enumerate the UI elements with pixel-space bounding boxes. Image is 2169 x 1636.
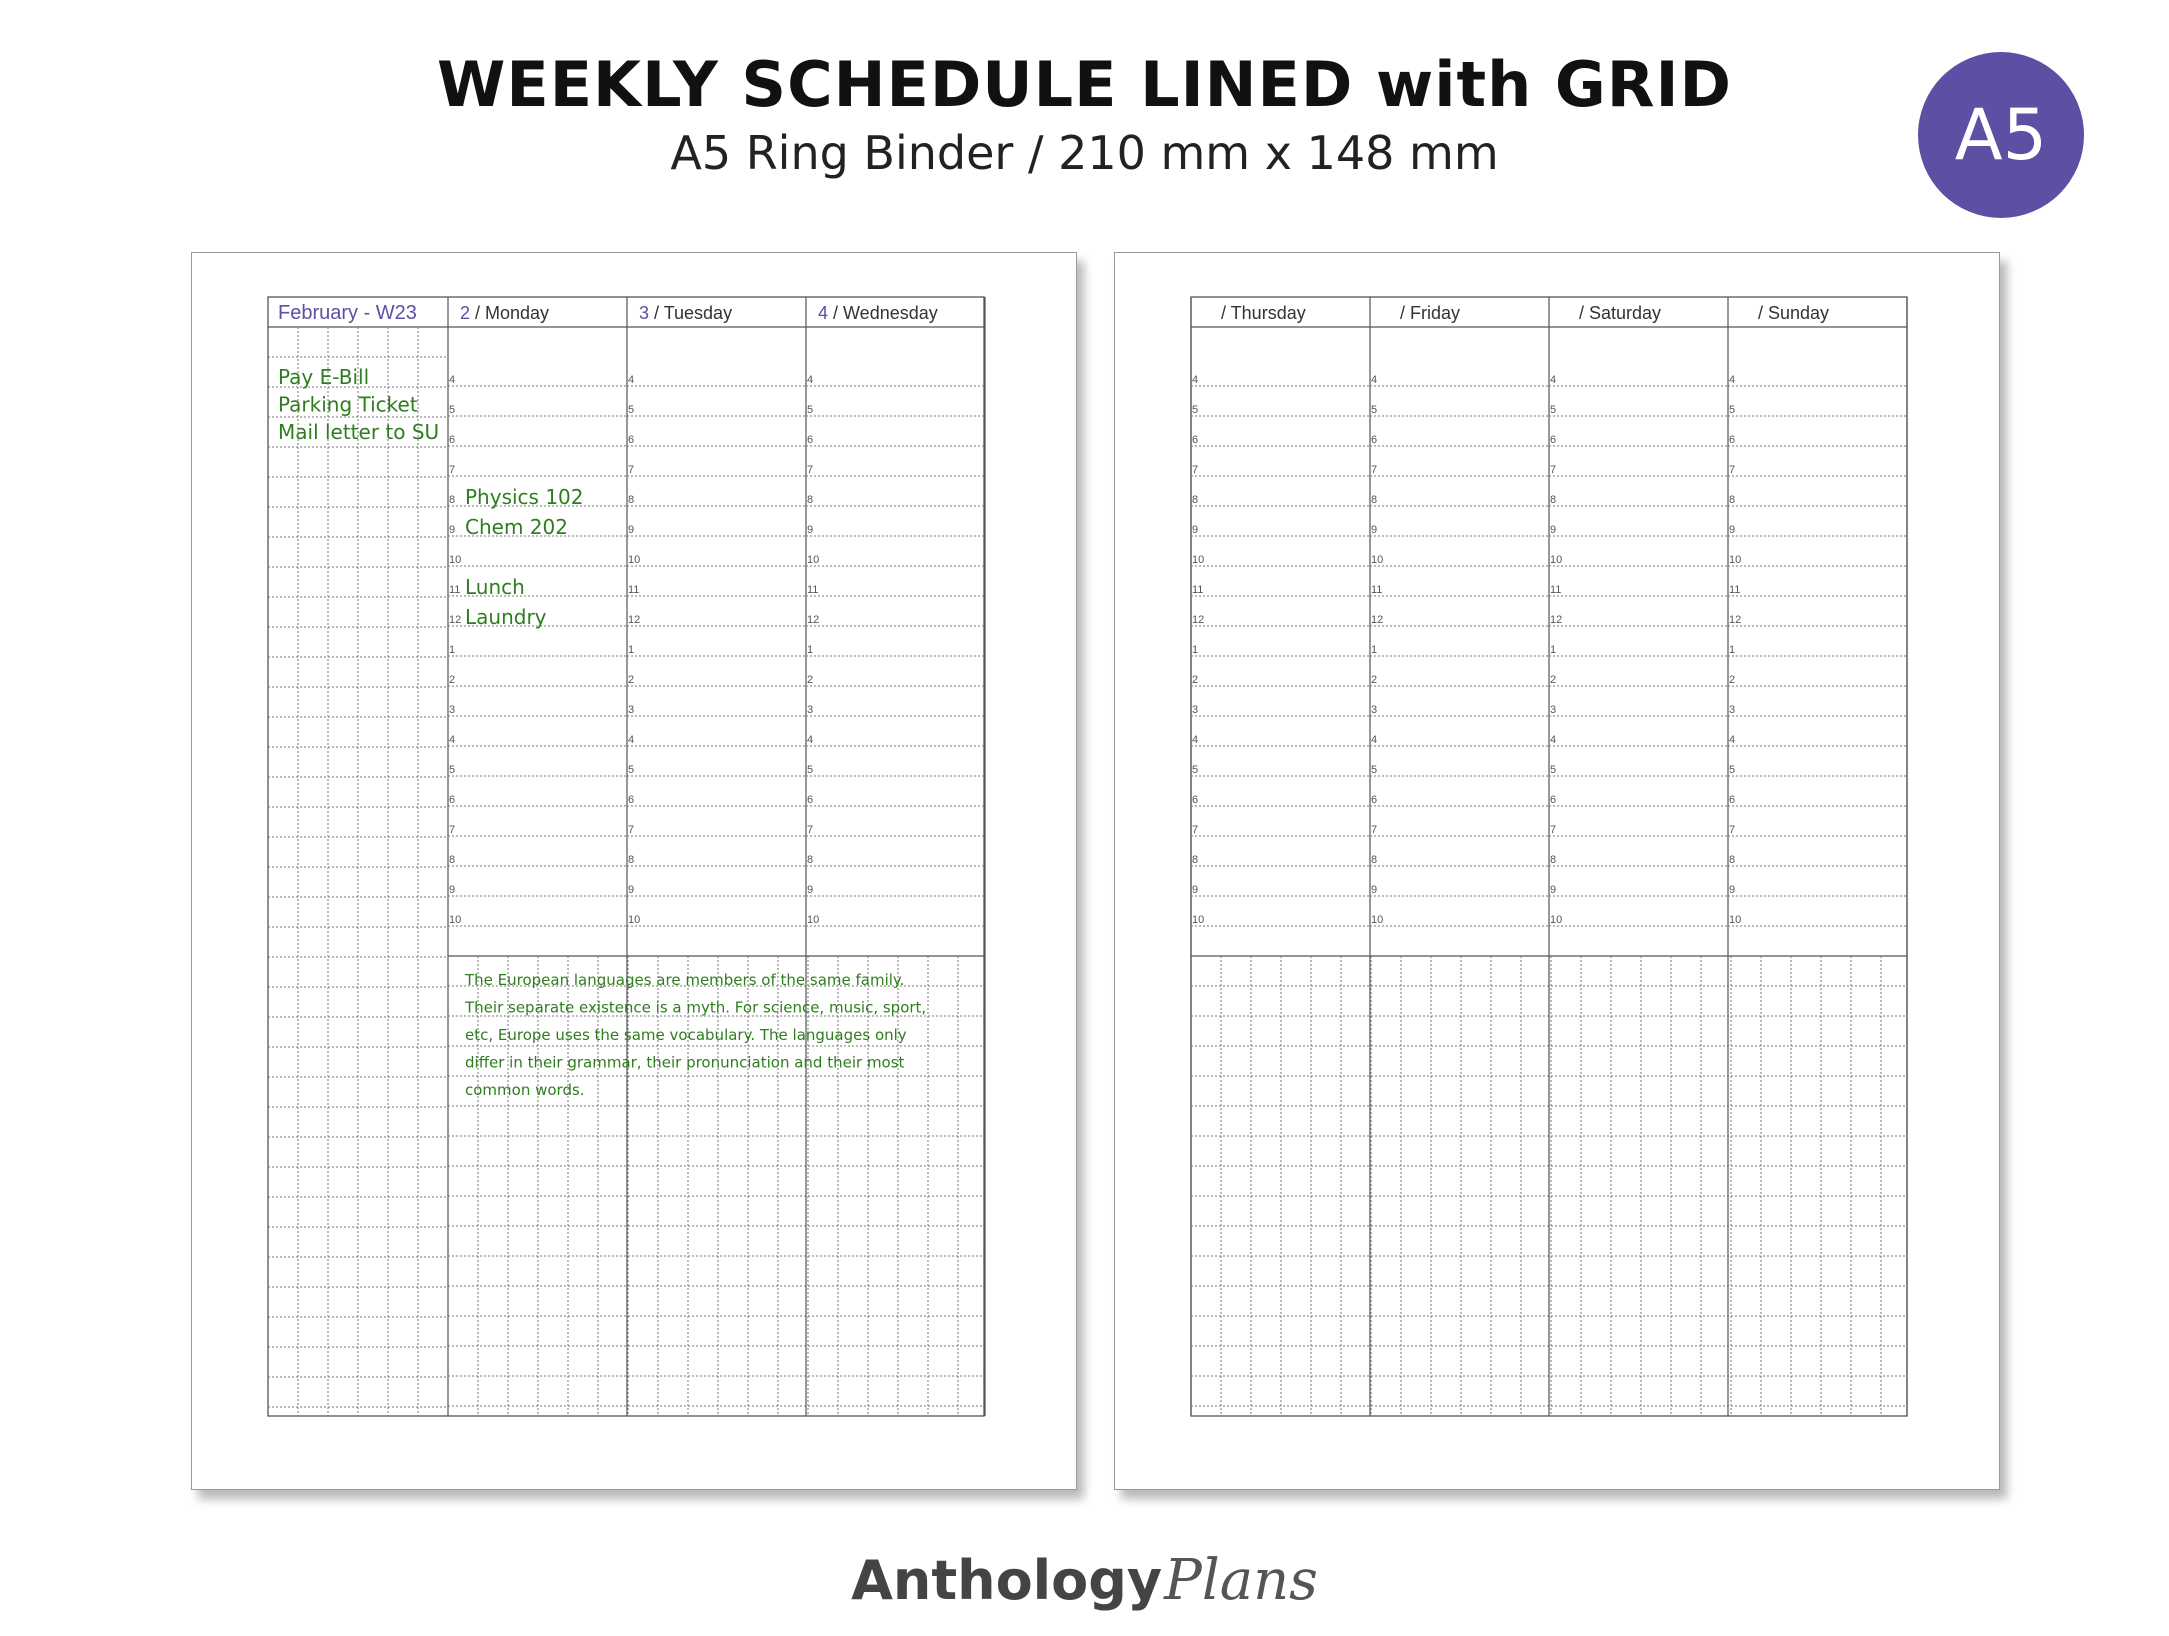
hour-label: 5	[1550, 404, 1557, 416]
hour-label: 10	[449, 554, 462, 566]
hour-label: 5	[1729, 404, 1736, 416]
hour-label: 6	[1371, 794, 1378, 806]
hour-label: 11	[1550, 584, 1562, 596]
hour-label: 4	[1550, 374, 1557, 386]
hour-label: 7	[1371, 464, 1378, 476]
hour-label: 6	[1371, 434, 1378, 446]
hour-label: 9	[1550, 524, 1557, 536]
hour-label: 5	[628, 404, 635, 416]
hour-label: 3	[807, 704, 814, 716]
hour-label: 6	[1729, 434, 1736, 446]
hour-label: 9	[1371, 524, 1378, 536]
hour-label: 12	[1550, 614, 1563, 626]
hour-label: 5	[449, 404, 456, 416]
hour-label: 4	[807, 374, 814, 386]
hour-label: 10	[1550, 914, 1563, 926]
task-grid	[268, 327, 448, 1416]
hour-label: 6	[628, 794, 635, 806]
hour-label: 5	[1729, 764, 1736, 776]
hour-label: 10	[1371, 914, 1384, 926]
hour-label: 7	[1192, 464, 1199, 476]
hour-label: 5	[628, 764, 635, 776]
hour-label: 7	[1371, 824, 1378, 836]
hour-label: 10	[1371, 554, 1384, 566]
schedule-entry: Laundry	[465, 605, 547, 629]
hour-label: 10	[1192, 554, 1205, 566]
hour-label: 12	[1729, 614, 1742, 626]
schedule-entry: Physics 102	[465, 485, 584, 509]
hour-label: 4	[807, 734, 814, 746]
hour-label: 5	[807, 764, 814, 776]
note-line: The European languages are members of the same family.	[465, 971, 905, 989]
hour-label: 4	[1550, 734, 1557, 746]
hour-label: 5	[449, 764, 456, 776]
hour-label: 6	[807, 434, 814, 446]
hour-label: 6	[1192, 434, 1199, 446]
hour-label: 10	[628, 914, 641, 926]
day-header	[639, 303, 732, 323]
hour-label: 7	[1729, 824, 1736, 836]
hour-label: 4	[628, 734, 635, 746]
hour-label: 5	[1371, 764, 1378, 776]
hour-label: 9	[807, 884, 814, 896]
hour-label: 10	[1729, 554, 1742, 566]
hour-label: 5	[1550, 764, 1557, 776]
hour-label: 12	[807, 614, 820, 626]
hour-label: 8	[1729, 854, 1736, 866]
hour-label: 8	[1550, 854, 1557, 866]
day-header	[460, 303, 549, 323]
hour-label: 4	[1192, 734, 1199, 746]
day-name: / Sunday	[1758, 303, 1830, 323]
hour-label: 3	[1729, 704, 1736, 716]
left-page-layout	[192, 253, 1076, 1489]
hour-label: 8	[1371, 854, 1378, 866]
brand-name: Anthology	[851, 1549, 1163, 1612]
hour-label: 7	[628, 464, 635, 476]
hour-label: 7	[807, 824, 814, 836]
hour-label: 2	[1729, 674, 1736, 686]
hour-label: 9	[1550, 884, 1557, 896]
note-line: differ in their grammar, their pronunciation and their most	[465, 1053, 905, 1072]
hour-label: 9	[1192, 524, 1199, 536]
day-name: / Wednesday	[833, 303, 938, 323]
hour-label: 4	[1192, 374, 1199, 386]
notes-grid	[448, 956, 984, 1416]
schedule-entry: Chem 202	[465, 515, 568, 539]
hour-label: 8	[1371, 494, 1378, 506]
hour-label: 7	[1550, 464, 1557, 476]
hour-label: 3	[628, 704, 635, 716]
day-number: 3	[639, 303, 655, 323]
left-planner-page	[191, 252, 1077, 1490]
hour-label: 7	[628, 824, 635, 836]
hour-label: 3	[1192, 704, 1199, 716]
hour-label: 10	[807, 914, 820, 926]
hour-label: 9	[449, 884, 456, 896]
task-item: Mail letter to SU	[278, 420, 440, 444]
hour-label: 6	[1550, 434, 1557, 446]
schedule-entry: Lunch	[465, 575, 525, 599]
day-header	[1400, 303, 1460, 323]
hour-label: 7	[1729, 464, 1736, 476]
hour-label: 8	[1550, 494, 1557, 506]
hour-label: 12	[1192, 614, 1205, 626]
hour-label: 2	[1192, 674, 1199, 686]
hour-label: 4	[1729, 374, 1736, 386]
hour-label: 6	[1729, 794, 1736, 806]
hour-label: 11	[1192, 584, 1204, 596]
hour-label: 10	[628, 554, 641, 566]
hour-label: 12	[449, 614, 462, 626]
note-line: etc, Europe uses the same vocabulary. The languages only	[465, 1026, 907, 1044]
hour-label: 6	[1192, 794, 1199, 806]
hour-label: 1	[628, 644, 635, 656]
hour-label: 6	[1550, 794, 1557, 806]
hour-label: 5	[1192, 764, 1199, 776]
hour-label: 7	[449, 824, 456, 836]
hour-label: 8	[1192, 494, 1199, 506]
hour-label: 9	[449, 524, 456, 536]
hour-label: 2	[1371, 674, 1378, 686]
hour-label: 7	[449, 464, 456, 476]
hour-label: 8	[628, 494, 635, 506]
hour-label: 5	[807, 404, 814, 416]
hour-label: 8	[449, 494, 456, 506]
planner-frame	[268, 297, 984, 1416]
hour-label: 8	[1192, 854, 1199, 866]
brand-script: Plans	[1164, 1548, 1318, 1613]
hour-label: 9	[628, 884, 635, 896]
hour-label: 8	[807, 494, 814, 506]
hour-label: 8	[807, 854, 814, 866]
hour-label: 8	[449, 854, 456, 866]
hour-label: 1	[1729, 644, 1736, 656]
hour-label: 2	[1550, 674, 1557, 686]
hour-label: 2	[807, 674, 814, 686]
hour-label: 6	[449, 434, 456, 446]
hour-label: 2	[628, 674, 635, 686]
day-header	[818, 303, 938, 323]
day-header	[1221, 303, 1306, 323]
right-planner-page	[1114, 252, 2000, 1490]
day-header	[1579, 303, 1661, 323]
note-line: common words.	[465, 1081, 585, 1099]
hour-label: 10	[807, 554, 820, 566]
page-title: WEEKLY SCHEDULE LINED with GRID	[436, 48, 1733, 121]
hour-label: 9	[1371, 884, 1378, 896]
hour-label: 6	[449, 794, 456, 806]
day-name: / Monday	[475, 303, 550, 323]
hour-label: 1	[1550, 644, 1557, 656]
hour-label: 12	[628, 614, 641, 626]
hour-label: 4	[628, 374, 635, 386]
hour-label: 5	[1192, 404, 1199, 416]
hour-label: 11	[449, 584, 461, 596]
hour-label: 4	[1729, 734, 1736, 746]
hour-label: 11	[1371, 584, 1383, 596]
hour-label: 10	[1192, 914, 1205, 926]
page-subtitle: A5 Ring Binder / 210 mm x 148 mm	[670, 126, 1499, 180]
task-item: Pay E-Bill	[278, 365, 370, 389]
hour-label: 5	[1371, 404, 1378, 416]
note-line: Their separate existence is a myth. For science, music, sport,	[465, 998, 927, 1017]
hour-label: 1	[449, 644, 456, 656]
hour-label: 11	[807, 584, 819, 596]
hour-label: 12	[1371, 614, 1384, 626]
hour-label: 8	[628, 854, 635, 866]
hour-label: 10	[1729, 914, 1742, 926]
right-page-layout	[1115, 253, 1999, 1489]
day-name: / Friday	[1400, 303, 1461, 323]
brand-logo	[0, 1548, 2169, 1613]
week-label: February - W23	[278, 302, 417, 324]
hour-label: 7	[1192, 824, 1199, 836]
task-item: Parking Ticket	[278, 392, 418, 417]
hour-label: 9	[628, 524, 635, 536]
hour-label: 1	[1192, 644, 1199, 656]
hour-label: 10	[449, 914, 462, 926]
day-header	[1758, 303, 1829, 323]
hour-label: 9	[1729, 524, 1736, 536]
hour-label: 6	[628, 434, 635, 446]
hour-label: 3	[1550, 704, 1557, 716]
hour-label: 7	[807, 464, 814, 476]
hour-label: 3	[1371, 704, 1378, 716]
hour-label: 4	[1371, 734, 1378, 746]
day-name: / Thursday	[1221, 303, 1306, 323]
day-number: 2	[460, 303, 476, 323]
hour-label: 4	[449, 374, 456, 386]
hour-label: 11	[1729, 584, 1741, 596]
hour-label: 4	[1371, 374, 1378, 386]
hour-label: 9	[807, 524, 814, 536]
hour-label: 9	[1192, 884, 1199, 896]
hour-label: 6	[807, 794, 814, 806]
day-number: 4	[818, 303, 834, 323]
hour-label: 1	[1371, 644, 1378, 656]
hour-label: 10	[1550, 554, 1563, 566]
hour-label: 9	[1729, 884, 1736, 896]
hour-label: 11	[628, 584, 640, 596]
hour-label: 7	[1550, 824, 1557, 836]
hour-label: 4	[449, 734, 456, 746]
day-name: / Saturday	[1579, 303, 1662, 323]
hour-label: 8	[1729, 494, 1736, 506]
size-badge: A5	[1918, 52, 2084, 218]
hour-label: 2	[449, 674, 456, 686]
hour-label: 3	[449, 704, 456, 716]
hour-label: 1	[807, 644, 814, 656]
day-name: / Tuesday	[654, 303, 733, 323]
